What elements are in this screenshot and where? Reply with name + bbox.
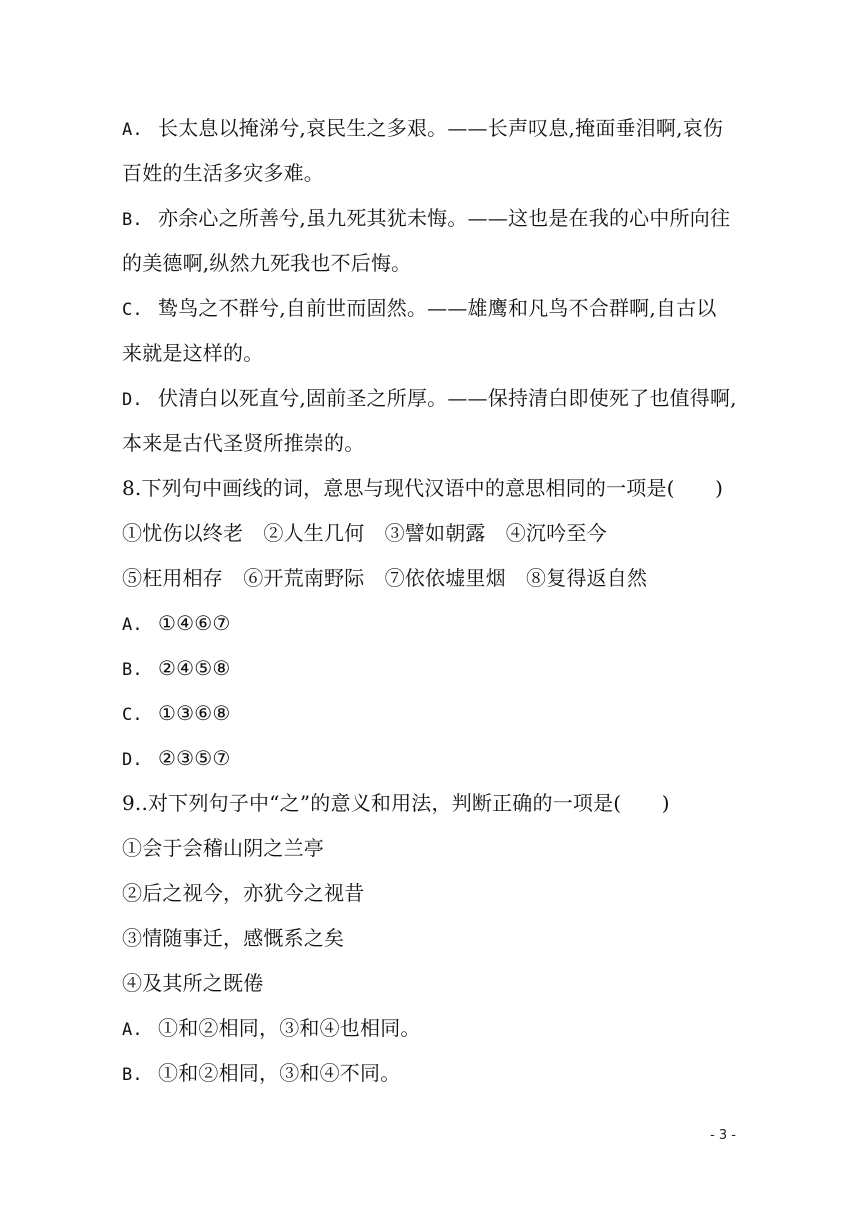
q9-stem: 9..对下列句子中“之”的意义和用法，判断正确的一项是( ) (122, 791, 670, 815)
q9-sentence-3: ③情随事迁，感慨系之矣 (122, 926, 345, 950)
option-label: B. (122, 1065, 143, 1085)
q7-option-d-line1 (122, 384, 737, 414)
q7-option-c-line1 (122, 294, 717, 324)
option-text: 长太息以掩涕兮,哀民生之多艰。——长声叹息,掩面垂泪啊,哀伤 (158, 116, 724, 140)
q7-option-b-line1 (122, 204, 730, 234)
option-text: 鸷鸟之不群兮,自前世而固然。——雄鹰和凡鸟不合群啊,自古以 (158, 296, 717, 320)
q8-stem: 8.下列句中画线的词，意思与现代汉语中的意思相同的一项是( ) (122, 476, 724, 500)
q7-option-a-line2: 百姓的生活多灾多难。 (122, 161, 324, 185)
option-text: ①和②相同，③和④也相同。 (158, 1016, 421, 1040)
option-label: D. (122, 750, 143, 770)
q7-option-d-line2: 本来是古代圣贤所推崇的。 (122, 431, 365, 455)
q8-option-c (122, 699, 231, 729)
option-text: ②④⑤⑧ (158, 656, 231, 680)
option-label: C. (122, 300, 143, 320)
option-label: C. (122, 705, 143, 725)
q9-sentence-2: ②后之视今，亦犹今之视昔 (122, 881, 365, 905)
q8-option-d (122, 744, 231, 774)
q7-option-c-line2: 来就是这样的。 (122, 341, 264, 365)
option-label: A. (122, 1020, 143, 1040)
option-text: ①③⑥⑧ (158, 701, 231, 725)
option-label: B. (122, 660, 143, 680)
q7-option-a-line1 (122, 114, 723, 144)
option-label: A. (122, 615, 143, 635)
option-label: A. (122, 120, 143, 140)
option-text: ①④⑥⑦ (158, 611, 231, 635)
option-label: B. (122, 210, 143, 230)
q8-option-b (122, 654, 231, 684)
option-text: ①和②相同，③和④不同。 (158, 1061, 401, 1085)
q8-option-a (122, 609, 231, 639)
option-text: ②③⑤⑦ (158, 746, 231, 770)
q8-items-line1: ①忧伤以终老 ②人生几何 ③譬如朝露 ④沉吟至今 (122, 521, 607, 545)
q8-items-line2: ⑤枉用相存 ⑥开荒南野际 ⑦依依墟里烟 ⑧复得返自然 (122, 566, 648, 590)
q9-option-b (122, 1059, 400, 1089)
q9-option-a (122, 1014, 421, 1044)
page-number: - 3 - (710, 1128, 736, 1143)
option-text: 亦余心之所善兮,虽九死其犹未悔。——这也是在我的心中所向往 (158, 206, 731, 230)
q9-sentence-1: ①会于会稽山阴之兰亭 (122, 836, 324, 860)
q9-sentence-4: ④及其所之既倦 (122, 971, 264, 995)
option-label: D. (122, 390, 143, 410)
option-text: 伏清白以死直兮,固前圣之所厚。——保持清白即使死了也值得啊, (158, 386, 737, 410)
q7-option-b-line2: 的美德啊,纵然九死我也不后悔。 (122, 251, 412, 275)
